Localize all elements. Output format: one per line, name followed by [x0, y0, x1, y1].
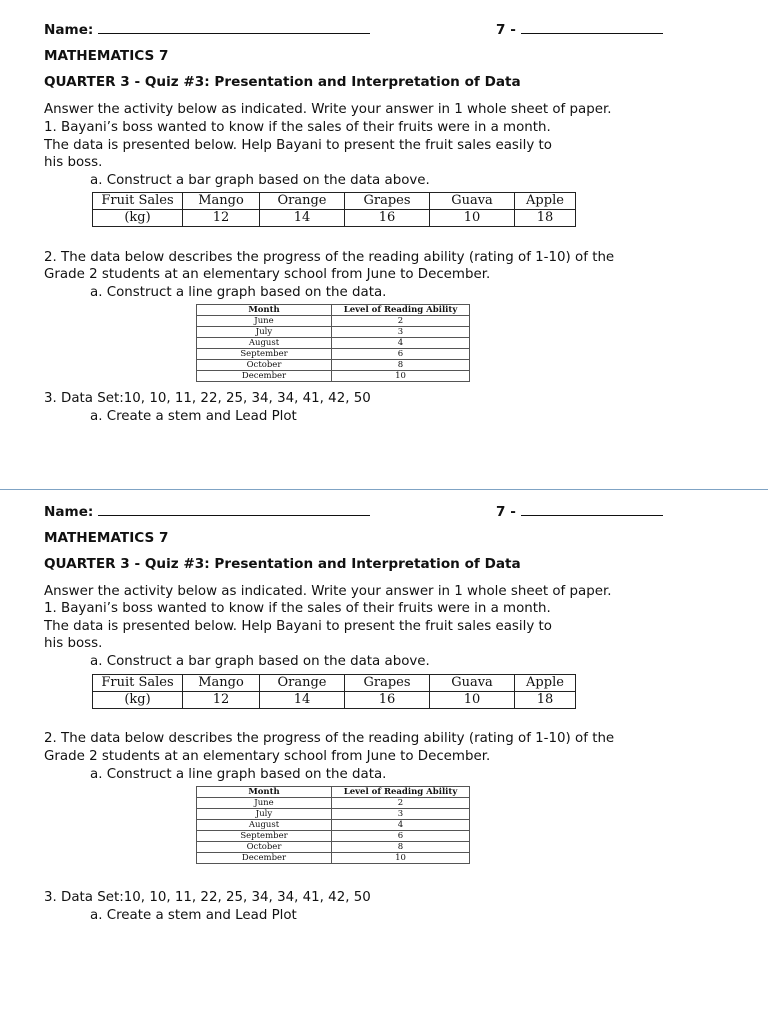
q1-task: a. Construct a bar graph based on the data above. — [90, 654, 430, 669]
level-cell: 8 — [332, 360, 470, 371]
level-cell: 6 — [332, 831, 470, 842]
fruit-value: 18 — [515, 692, 576, 709]
section-label: 7 - — [496, 504, 516, 520]
unit-label: (kg) — [93, 692, 183, 709]
level-cell: 10 — [332, 371, 470, 382]
q2-task: a. Construct a line graph based on the data. — [90, 767, 387, 782]
table-row — [197, 809, 470, 820]
q2-line-2: Grade 2 students at an elementary school from June to December. — [44, 267, 491, 282]
name-label: Name: — [44, 22, 94, 38]
fruit-name: Apple — [515, 193, 576, 210]
level-cell: 10 — [332, 853, 470, 864]
month-column-header: Month — [197, 787, 332, 798]
fruit-name: Guava — [430, 675, 515, 692]
reading-ability-table — [196, 304, 470, 382]
level-cell: 4 — [332, 338, 470, 349]
month-cell: July — [197, 327, 332, 338]
section-row — [496, 21, 663, 39]
fruit-value: 16 — [345, 210, 430, 227]
fruit-value: 14 — [260, 692, 345, 709]
section-blank — [521, 21, 663, 34]
unit-label: (kg) — [93, 210, 183, 227]
quiz-title: QUARTER 3 - Quiz #3: Presentation and Interpretation of Data — [44, 556, 521, 572]
level-column-header: Level of Reading Ability — [332, 305, 470, 316]
fruit-value: 10 — [430, 210, 515, 227]
table-row — [197, 338, 470, 349]
fruit-value: 14 — [260, 210, 345, 227]
month-column-header: Month — [197, 305, 332, 316]
q1-line-2: The data is presented below. Help Bayani to present the fruit sales easily to — [44, 138, 552, 153]
month-cell: June — [197, 316, 332, 327]
fruit-name: Grapes — [345, 193, 430, 210]
table-row — [197, 316, 470, 327]
name-label: Name: — [44, 504, 94, 520]
table-row — [197, 853, 470, 864]
reading-header-row — [197, 787, 470, 798]
fruit-value: 16 — [345, 692, 430, 709]
month-cell: December — [197, 853, 332, 864]
fruit-sales-label: Fruit Sales — [93, 675, 183, 692]
fruit-name: Orange — [260, 193, 345, 210]
level-cell: 2 — [332, 798, 470, 809]
fruit-value-row — [93, 210, 576, 227]
fruit-name: Mango — [183, 675, 260, 692]
level-column-header: Level of Reading Ability — [332, 787, 470, 798]
q1-line-1: 1. Bayani’s boss wanted to know if the sales of their fruits were in a month. — [44, 120, 551, 135]
level-cell: 3 — [332, 327, 470, 338]
fruit-name: Grapes — [345, 675, 430, 692]
section-blank — [521, 503, 663, 516]
month-cell: October — [197, 360, 332, 371]
quiz-sheet-2 — [0, 482, 768, 964]
month-cell: July — [197, 809, 332, 820]
subject-heading: MATHEMATICS 7 — [44, 530, 169, 546]
quiz-title: QUARTER 3 - Quiz #3: Presentation and Interpretation of Data — [44, 74, 521, 90]
table-row — [197, 360, 470, 371]
month-cell: August — [197, 338, 332, 349]
fruit-value: 12 — [183, 210, 260, 227]
q1-line-2: The data is presented below. Help Bayani to present the fruit sales easily to — [44, 619, 552, 634]
q3-data-set: 3. Data Set:10, 10, 11, 22, 25, 34, 34, 41, 42, 50 — [44, 391, 371, 406]
fruit-value-row — [93, 692, 576, 709]
q1-task: a. Construct a bar graph based on the data above. — [90, 173, 430, 188]
level-cell: 2 — [332, 316, 470, 327]
table-row — [197, 820, 470, 831]
month-cell: December — [197, 371, 332, 382]
level-cell: 3 — [332, 809, 470, 820]
reading-ability-table — [196, 786, 470, 864]
q3-task: a. Create a stem and Lead Plot — [90, 409, 297, 424]
fruit-name: Mango — [183, 193, 260, 210]
month-cell: September — [197, 349, 332, 360]
section-label: 7 - — [496, 22, 516, 38]
fruit-header-row — [93, 675, 576, 692]
instructions: Answer the activity below as indicated. Write your answer in 1 whole sheet of paper. — [44, 102, 612, 117]
fruit-value: 18 — [515, 210, 576, 227]
fruit-sales-table — [92, 192, 576, 227]
q2-line-1: 2. The data below describes the progress of the reading ability (rating of 1-10) of the — [44, 250, 615, 265]
fruit-sales-label: Fruit Sales — [93, 193, 183, 210]
level-cell: 6 — [332, 349, 470, 360]
name-blank — [98, 21, 370, 34]
q1-line-3: his boss. — [44, 155, 103, 170]
fruit-name: Orange — [260, 675, 345, 692]
level-cell: 4 — [332, 820, 470, 831]
month-cell: October — [197, 842, 332, 853]
table-row — [197, 371, 470, 382]
q1-line-1: 1. Bayani’s boss wanted to know if the sales of their fruits were in a month. — [44, 601, 551, 616]
table-row — [197, 831, 470, 842]
q2-line-2: Grade 2 students at an elementary school from June to December. — [44, 749, 491, 764]
month-cell: August — [197, 820, 332, 831]
q3-task: a. Create a stem and Lead Plot — [90, 908, 297, 923]
q1-line-3: his boss. — [44, 636, 103, 651]
fruit-value: 10 — [430, 692, 515, 709]
section-row — [496, 503, 663, 521]
month-cell: September — [197, 831, 332, 842]
name-blank — [98, 503, 370, 516]
name-row — [44, 503, 370, 521]
fruit-value: 12 — [183, 692, 260, 709]
fruit-name: Apple — [515, 675, 576, 692]
q2-line-1: 2. The data below describes the progress of the reading ability (rating of 1-10) of the — [44, 731, 615, 746]
reading-header-row — [197, 305, 470, 316]
fruit-header-row — [93, 193, 576, 210]
subject-heading: MATHEMATICS 7 — [44, 48, 169, 64]
table-row — [197, 842, 470, 853]
q2-task: a. Construct a line graph based on the data. — [90, 285, 387, 300]
q3-data-set: 3. Data Set:10, 10, 11, 22, 25, 34, 34, 41, 42, 50 — [44, 890, 371, 905]
fruit-sales-table — [92, 674, 576, 709]
table-row — [197, 327, 470, 338]
table-row — [197, 798, 470, 809]
level-cell: 8 — [332, 842, 470, 853]
quiz-sheet-1 — [0, 0, 768, 482]
table-row — [197, 349, 470, 360]
month-cell: June — [197, 798, 332, 809]
fruit-name: Guava — [430, 193, 515, 210]
name-row — [44, 21, 370, 39]
instructions: Answer the activity below as indicated. Write your answer in 1 whole sheet of paper. — [44, 584, 612, 599]
